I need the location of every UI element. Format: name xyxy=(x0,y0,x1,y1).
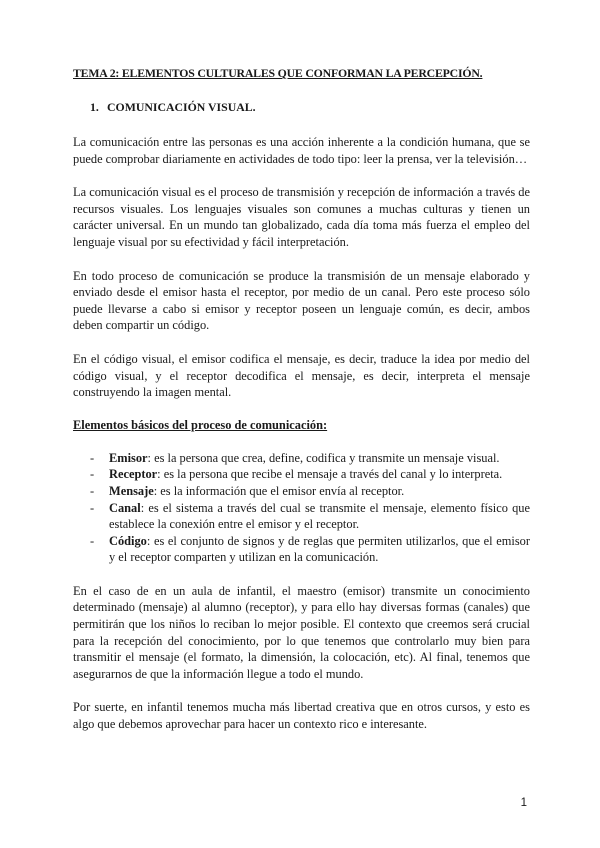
list-item-definition: : es la persona que recibe el mensaje a través del canal y lo interpreta. xyxy=(157,467,503,482)
list-dash: - xyxy=(90,500,95,515)
list-dash: - xyxy=(90,533,95,548)
list-item-definition: : es la persona que crea, define, codifica y transmite un mensaje visual. xyxy=(147,450,500,465)
document-page xyxy=(73,66,530,750)
elements-list xyxy=(73,450,530,566)
elements-heading: Elementos básicos del proceso de comunicación: xyxy=(73,417,328,432)
list-item-canal xyxy=(90,500,530,533)
list-item-definition: : es la información que el emisor envía al receptor. xyxy=(153,483,405,498)
section-heading xyxy=(73,100,530,115)
list-item-term: Canal xyxy=(109,500,141,515)
document-title: TEMA 2: ELEMENTOS CULTURALES QUE CONFORMAN LA PERCEPCIÓN. xyxy=(73,66,483,80)
page-number: 1 xyxy=(520,797,527,809)
list-item-mensaje xyxy=(90,483,530,500)
list-dash: - xyxy=(90,483,95,498)
list-item-term: Receptor xyxy=(109,467,158,482)
paragraph: En el código visual, el emisor codifica el mensaje, es decir, traduce la idea por medio del código visual, y el receptor decodifica el mensaje, es decir, interpreta el mensaje construyendo la imagen mental. xyxy=(73,351,530,400)
paragraph: Por suerte, en infantil tenemos mucha más libertad creativa que en otros cursos, y esto es algo que debemos aprovechar para hacer un contexto rico e interesante. xyxy=(73,700,530,732)
list-dash: - xyxy=(90,450,95,465)
paragraph: La comunicación entre las personas es una acción inherente a la condición humana, que se puede comprobar diariamente en actividades de todo tipo: leer la prensa, ver la televisión… xyxy=(73,135,530,166)
paragraph: En todo proceso de comunicación se produce la transmisión de un mensaje elaborado y enviado desde el emisor hasta el receptor, por medio de un canal. Pero este proceso sólo puede llevarse a cabo si emisor y receptor poseen un lenguaje común, es decir, ambos deben compartir un código. xyxy=(73,268,530,333)
section-title: COMUNICACIÓN VISUAL. xyxy=(107,100,256,114)
paragraph: En el caso de en un aula de infantil, el maestro (emisor) transmite un conocimiento determinado (mensaje) al alumno (receptor), y para ello hay diversas formas (canales) que permitirán que los niños lo reciban lo mejor posible. El contexto que creemos será crucial para la recepción del conocimiento, por lo que tenemos que controlarlo muy bien para transmitir el mensaje (el formato, la dimensión, la colocación, etc). Al final, tenemos que asegurarnos de que la información llegue a todo el mundo. xyxy=(73,583,530,681)
list-item-term: Mensaje xyxy=(109,483,154,498)
list-item-emisor xyxy=(90,450,530,467)
list-item-definition: : es el conjunto de signos y de reglas que permiten utilizarlos, que el emisor y el receptor comparten y utilizan en la comunicación. xyxy=(109,533,530,565)
paragraph: La comunicación visual es el proceso de transmisión y recepción de información a través de recursos visuales. Los lenguajes visuales son comunes a muchas culturas y tienen un carácter universal. En un mundo tan globalizado, cada día toma más fuerza el empleo del lenguaje visual por su efectividad y fácil interpretación. xyxy=(73,185,530,249)
list-item-definition: : es el sistema a través del cual se transmite el mensaje, elemento físico que establece la conexión entre el emisor y el receptor. xyxy=(109,500,530,532)
list-dash: - xyxy=(90,467,95,482)
list-item-codigo xyxy=(90,533,530,566)
list-item-term: Código xyxy=(109,533,147,548)
list-item-receptor xyxy=(90,466,530,483)
list-item-term: Emisor xyxy=(109,450,148,465)
section-number: 1. xyxy=(90,100,99,114)
